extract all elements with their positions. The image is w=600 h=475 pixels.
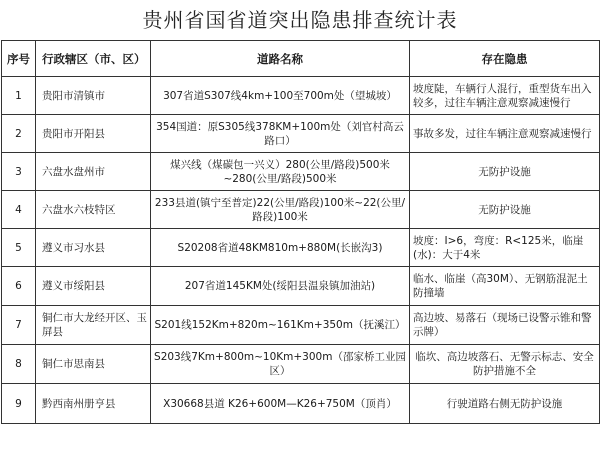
- cell-region: 铜仁市大龙经开区、玉屏县: [36, 306, 151, 345]
- cell-index: 7: [2, 306, 36, 345]
- cell-hazard: 临坎、高边坡落石、无警示标志、安全防护措施不全: [410, 345, 600, 384]
- cell-index: 8: [2, 345, 36, 384]
- cell-region: 贵阳市清镇市: [36, 77, 151, 115]
- cell-hazard: 坡度陡，车辆行人混行，重型货车出入较多，过往车辆注意观察减速慢行: [410, 77, 600, 115]
- cell-index: 9: [2, 384, 36, 424]
- cell-road: 233县道(镇宁至普定)22(公里/路段)100米~22(公里/路段)100米: [151, 191, 410, 229]
- header-hazard: 存在隐患: [410, 41, 600, 77]
- table-row: [2, 115, 600, 153]
- cell-hazard: 无防护设施: [410, 191, 600, 229]
- header-index: 序号: [2, 41, 36, 77]
- page-title: 贵州省国省道突出隐患排查统计表: [142, 8, 458, 32]
- cell-index: 6: [2, 267, 36, 306]
- cell-index: 5: [2, 229, 36, 267]
- table-row: [2, 229, 600, 267]
- cell-index: 2: [2, 115, 36, 153]
- cell-hazard: 高边坡、易落石（现场已设警示锥和警示牌）: [410, 306, 600, 345]
- cell-index: 3: [2, 153, 36, 191]
- table-row: [2, 153, 600, 191]
- header-region: 行政辖区（市、区）: [36, 41, 151, 77]
- table-row: [2, 384, 600, 424]
- cell-road: S20208省道48KM810m+880M(长嵌沟3): [151, 229, 410, 267]
- table-row: [2, 191, 600, 229]
- cell-region: 贵阳市开阳县: [36, 115, 151, 153]
- cell-region: 铜仁市思南县: [36, 345, 151, 384]
- cell-hazard: 坡度：I>6，弯度：R<125米，临崖(水)：大于4米: [410, 229, 600, 267]
- cell-hazard: 事故多发，过往车辆注意观察减速慢行: [410, 115, 600, 153]
- cell-hazard: 无防护设施: [410, 153, 600, 191]
- cell-road: 207省道145KM处(绥阳县温泉镇加油站): [151, 267, 410, 306]
- cell-region: 黔西南州册亨县: [36, 384, 151, 424]
- table-row: [2, 345, 600, 384]
- hazard-table: [1, 40, 600, 424]
- table-row: [2, 77, 600, 115]
- cell-road: 354国道：原S305线378KM+100m处（刘官村高云路口）: [151, 115, 410, 153]
- cell-region: 遵义市习水县: [36, 229, 151, 267]
- cell-region: 遵义市绥阳县: [36, 267, 151, 306]
- cell-index: 4: [2, 191, 36, 229]
- cell-road: 煤兴线（煤碳包一兴义）280(公里/路段)500米~280(公里/路段)500米: [151, 153, 410, 191]
- cell-road: S201线152Km+820m~161Km+350m（抚溪江）: [151, 306, 410, 345]
- cell-region: 六盘水六枝特区: [36, 191, 151, 229]
- table-row: [2, 267, 600, 306]
- table-row: [2, 306, 600, 345]
- cell-hazard: 行驶道路右侧无防护设施: [410, 384, 600, 424]
- header-road: 道路名称: [151, 41, 410, 77]
- cell-road: X30668县道 K26+600M—K26+750M（顶肖）: [151, 384, 410, 424]
- cell-region: 六盘水盘州市: [36, 153, 151, 191]
- cell-road: S203线7Km+800m~10Km+300m（邵家桥工业园区）: [151, 345, 410, 384]
- cell-index: 1: [2, 77, 36, 115]
- cell-road: 307省道S307线4km+100至700m处（望城坡）: [151, 77, 410, 115]
- cell-hazard: 临水、临崖（高30M）、无钢筋混泥土防撞墙: [410, 267, 600, 306]
- header-row: [2, 41, 600, 77]
